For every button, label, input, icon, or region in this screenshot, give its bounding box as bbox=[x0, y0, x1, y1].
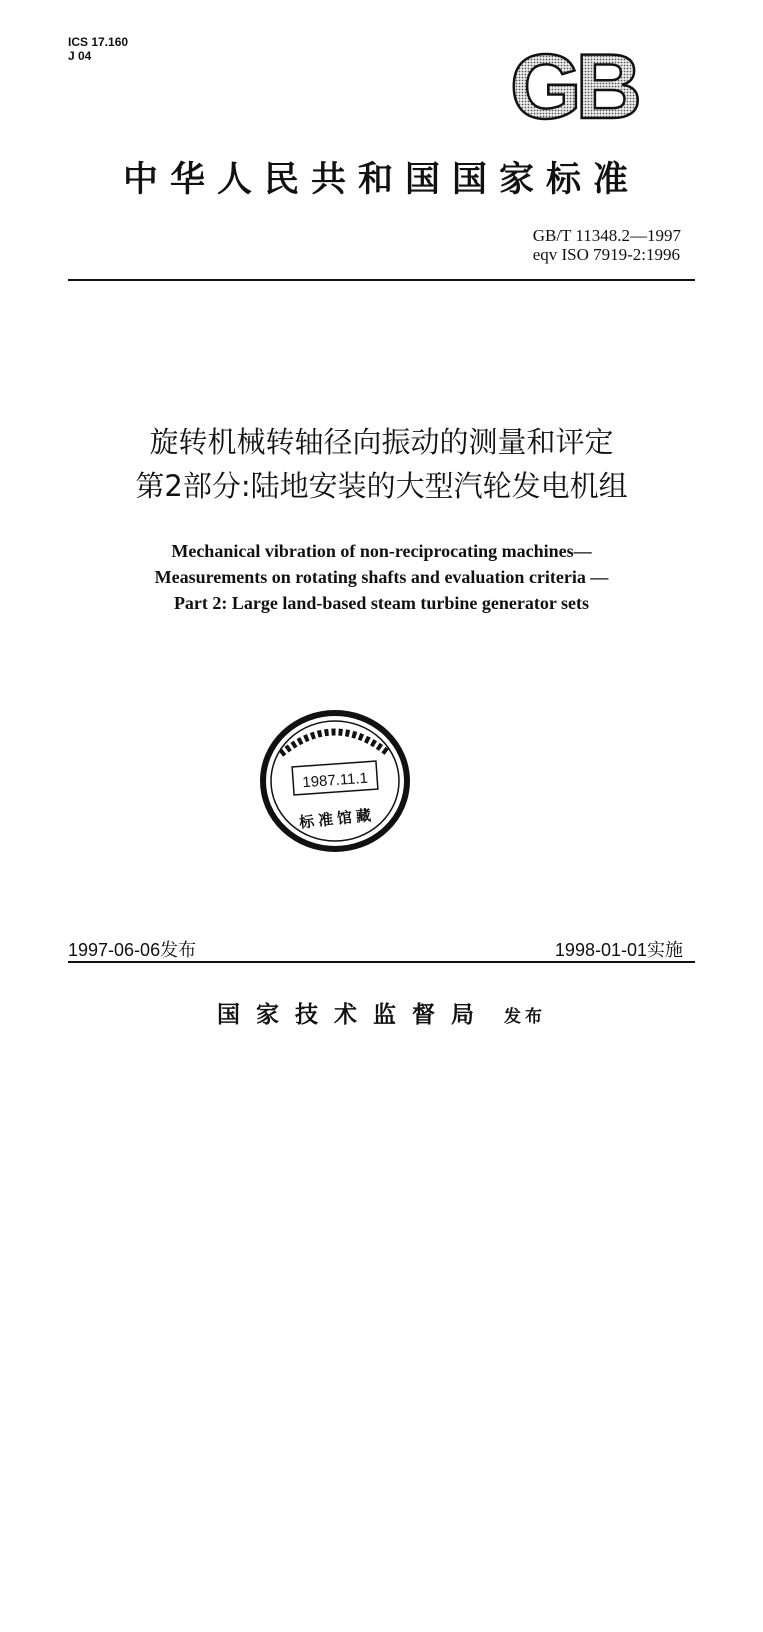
standard-number: GB/T 11348.2—1997 bbox=[532, 226, 681, 245]
iso-equivalent: eqv ISO 7919-2:1996 bbox=[532, 245, 681, 264]
stamp-bottom-text: 标准馆藏 bbox=[298, 805, 376, 832]
gb-logo-icon bbox=[503, 40, 643, 128]
ccs-code: J 04 bbox=[68, 49, 92, 63]
chinese-title bbox=[0, 420, 763, 508]
english-title-line-3: Part 2: Large land-based steam turbine generator sets bbox=[173, 593, 590, 613]
english-title-line-2: Measurements on rotating shafts and evaluation criteria — bbox=[154, 567, 609, 587]
issuer-suffix: 发布 bbox=[504, 1007, 546, 1027]
bottom-divider bbox=[68, 961, 695, 963]
top-divider bbox=[68, 279, 695, 281]
english-title bbox=[0, 538, 763, 616]
chinese-title-line-1: 旋转机械转轴径向振动的测量和评定 bbox=[149, 425, 614, 459]
gb-logo-text: GB bbox=[510, 40, 636, 128]
standard-number-block bbox=[533, 226, 681, 264]
classification-codes bbox=[68, 35, 128, 63]
ics-code: ICS 17.160 bbox=[68, 35, 129, 49]
english-title-line-1: Mechanical vibration of non-reciprocating machines— bbox=[171, 541, 592, 561]
issue-date: 1997-06-06发布 bbox=[68, 940, 197, 960]
issuer-line bbox=[0, 996, 763, 1029]
issuer-name: 国家技术监督局 bbox=[217, 1001, 490, 1028]
page-title: 中华人民共和国国家标准 bbox=[122, 159, 640, 200]
effective-date: 1998-01-01实施 bbox=[554, 940, 683, 960]
chinese-title-line-2: 第2部分:陆地安装的大型汽轮发电机组 bbox=[135, 469, 628, 503]
stamp-date: 1987.11.1 bbox=[301, 769, 369, 792]
library-stamp-icon bbox=[255, 706, 415, 856]
